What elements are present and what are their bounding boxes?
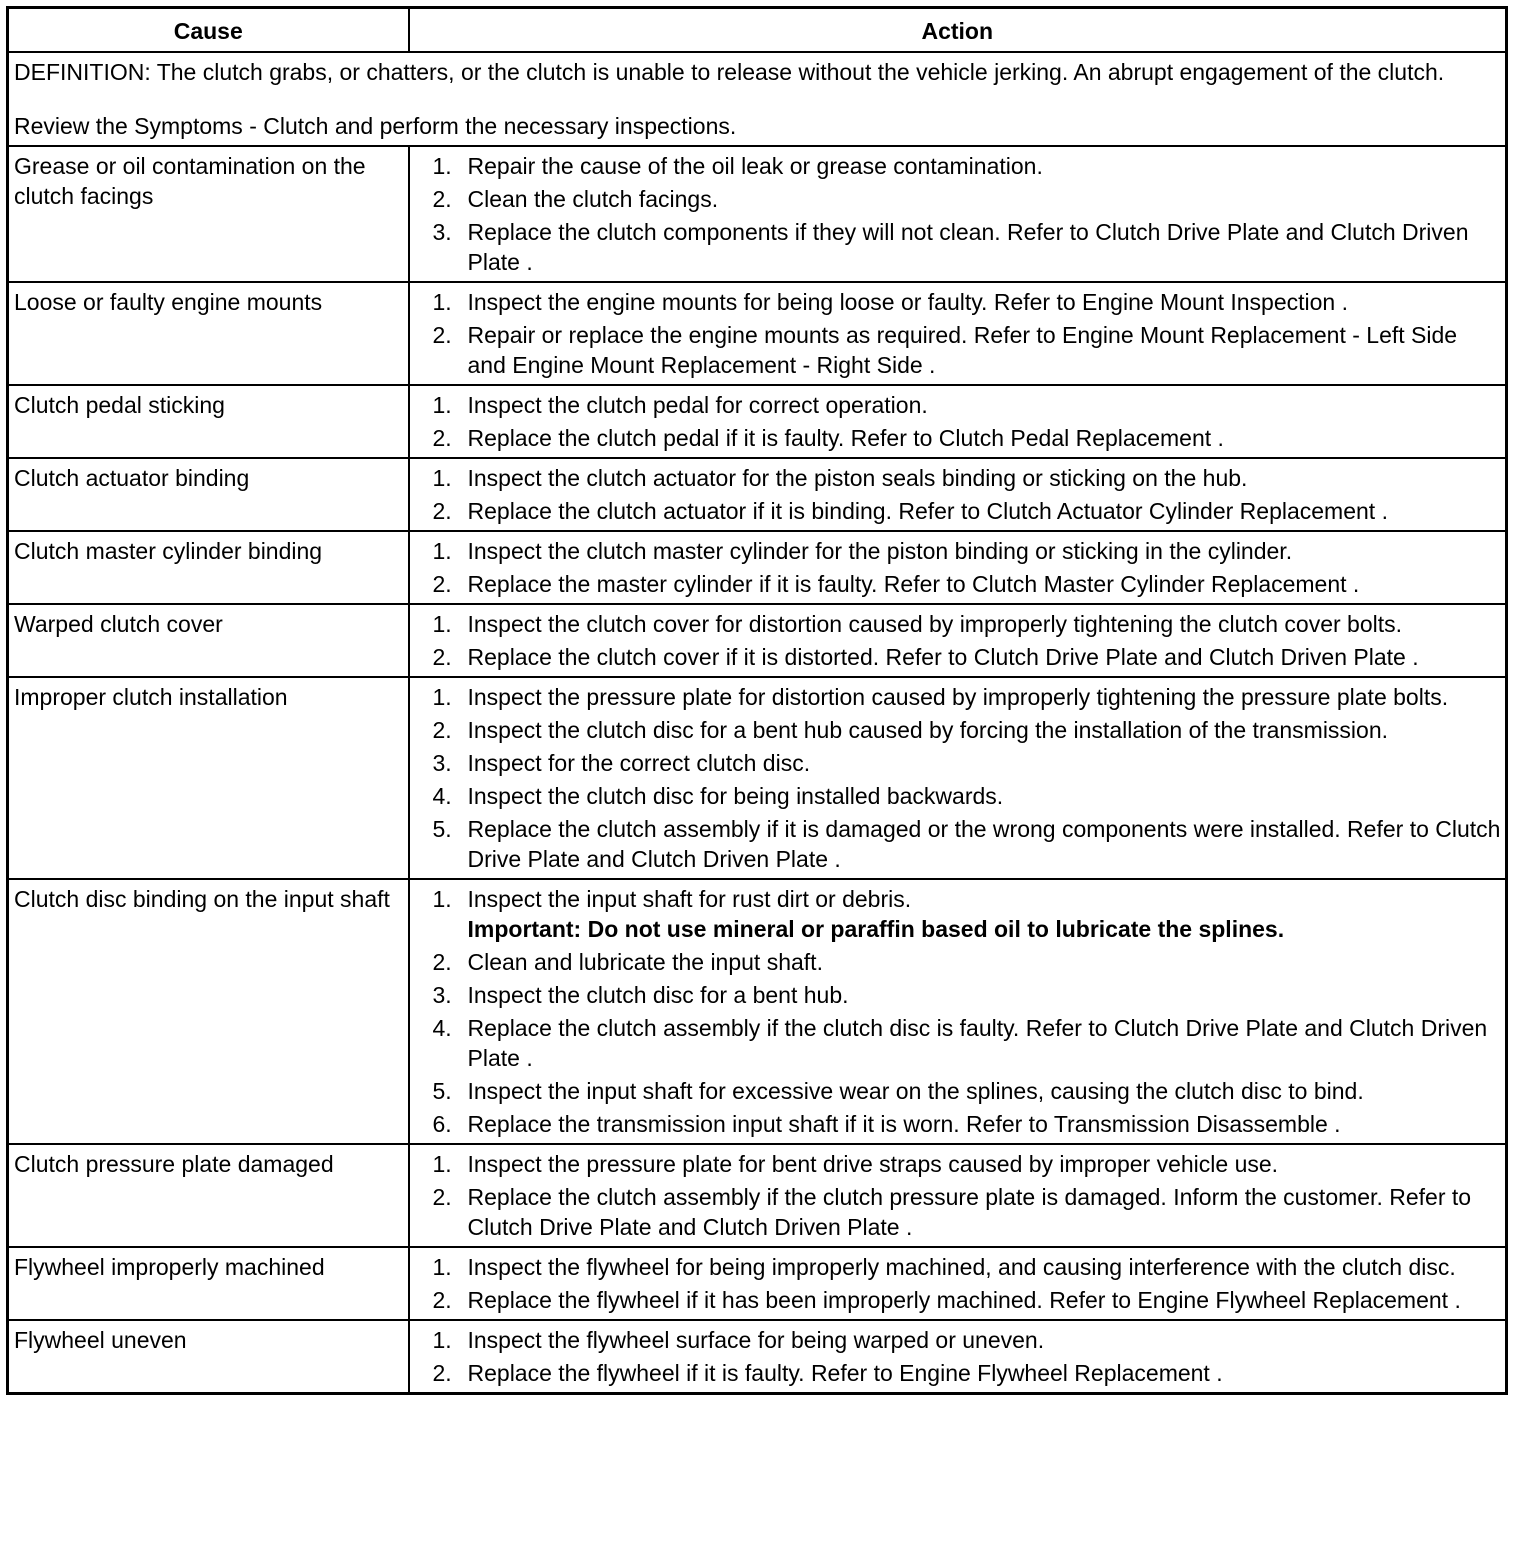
list-item bbox=[415, 715, 1502, 745]
cause-cell: Clutch pressure plate damaged bbox=[8, 1144, 409, 1247]
step-number: 3. bbox=[432, 219, 452, 245]
important-note: Important: Do not use mineral or paraffin based oil to lubricate the splines. bbox=[467, 916, 1285, 942]
action-steps-list bbox=[415, 463, 1502, 526]
cause-cell: Clutch pedal sticking bbox=[8, 385, 409, 458]
step-number: 1. bbox=[432, 465, 452, 491]
step-text: Replace the clutch assembly if the clutch disc is faulty. Refer to Clutch Drive Plate and Clutch Driven Plate . bbox=[467, 1015, 1488, 1071]
table-row bbox=[8, 531, 1507, 604]
list-item bbox=[415, 642, 1502, 672]
table-row bbox=[8, 146, 1507, 282]
step-text: Inspect the input shaft for rust dirt or debris. bbox=[467, 886, 912, 912]
step-text: Replace the clutch assembly if the clutch pressure plate is damaged. Inform the customer. Refer to Clutch Drive Plate and Clutch Driven Plate . bbox=[467, 1184, 1472, 1240]
step-text: Inspect the flywheel surface for being warped or uneven. bbox=[467, 1327, 1045, 1353]
header-row bbox=[8, 8, 1507, 53]
action-cell bbox=[409, 1247, 1507, 1320]
step-number: 2. bbox=[432, 186, 452, 212]
table-row bbox=[8, 677, 1507, 879]
action-cell bbox=[409, 146, 1507, 282]
document-wrapper bbox=[6, 6, 1508, 1395]
step-number: 1. bbox=[432, 153, 452, 179]
step-number: 2. bbox=[432, 949, 452, 975]
list-item bbox=[415, 287, 1502, 317]
step-text: Inspect the clutch disc for a bent hub. bbox=[467, 982, 849, 1008]
step-text: Clean and lubricate the input shaft. bbox=[467, 949, 823, 975]
definition-text: DEFINITION: The clutch grabs, or chatters, or the clutch is unable to release without the vehicle jerking. An abrupt engagement of the clutch. bbox=[14, 59, 1445, 85]
action-cell bbox=[409, 677, 1507, 879]
list-item bbox=[415, 682, 1502, 712]
step-text: Inspect the pressure plate for distortion caused by improperly tightening the pressure plate bolts. bbox=[467, 684, 1449, 710]
step-number: 2. bbox=[432, 571, 452, 597]
action-cell bbox=[409, 1144, 1507, 1247]
step-text: Inspect the clutch master cylinder for the piston binding or sticking in the cylinder. bbox=[467, 538, 1293, 564]
step-number: 6. bbox=[432, 1111, 452, 1137]
action-cell bbox=[409, 282, 1507, 385]
step-text: Repair the cause of the oil leak or grease contamination. bbox=[467, 153, 1043, 179]
action-column-header: Action bbox=[409, 8, 1507, 53]
list-item bbox=[415, 1109, 1502, 1139]
step-text: Replace the clutch components if they will not clean. Refer to Clutch Drive Plate and Clutch Driven Plate . bbox=[467, 219, 1469, 275]
action-steps-list bbox=[415, 682, 1502, 874]
step-text: Replace the clutch pedal if it is faulty. Refer to Clutch Pedal Replacement . bbox=[467, 425, 1224, 451]
list-item bbox=[415, 1285, 1502, 1315]
step-number: 1. bbox=[432, 392, 452, 418]
step-number: 2. bbox=[432, 322, 452, 348]
action-steps-list bbox=[415, 390, 1502, 453]
step-number: 3. bbox=[432, 982, 452, 1008]
list-item bbox=[415, 496, 1502, 526]
cause-cell: Flywheel uneven bbox=[8, 1320, 409, 1394]
action-steps-list bbox=[415, 287, 1502, 380]
step-number: 2. bbox=[432, 1184, 452, 1210]
table-row bbox=[8, 604, 1507, 677]
cause-cell: Loose or faulty engine mounts bbox=[8, 282, 409, 385]
step-text: Replace the clutch actuator if it is binding. Refer to Clutch Actuator Cylinder Replacement . bbox=[467, 498, 1388, 524]
step-number: 2. bbox=[432, 644, 452, 670]
step-number: 2. bbox=[432, 1360, 452, 1386]
list-item bbox=[415, 748, 1502, 778]
step-text: Inspect the clutch actuator for the piston seals binding or sticking on the hub. bbox=[467, 465, 1248, 491]
table-row bbox=[8, 879, 1507, 1144]
cause-column-header: Cause bbox=[8, 8, 409, 53]
table-row bbox=[8, 458, 1507, 531]
cause-cell: Clutch master cylinder binding bbox=[8, 531, 409, 604]
step-text: Replace the master cylinder if it is faulty. Refer to Clutch Master Cylinder Replacement . bbox=[467, 571, 1360, 597]
list-item bbox=[415, 390, 1502, 420]
table-row bbox=[8, 282, 1507, 385]
cause-cell: Improper clutch installation bbox=[8, 677, 409, 879]
step-number: 2. bbox=[432, 498, 452, 524]
step-text: Replace the clutch assembly if it is damaged or the wrong components were installed. Refer to Clutch Drive Plate and Clutch Driven Plate . bbox=[467, 816, 1501, 872]
step-text: Inspect the flywheel for being improperly machined, and causing interference with the clutch disc. bbox=[467, 1254, 1456, 1280]
step-number: 2. bbox=[432, 717, 452, 743]
action-cell bbox=[409, 879, 1507, 1144]
step-number: 1. bbox=[432, 1151, 452, 1177]
cause-cell: Grease or oil contamination on the clutch facings bbox=[8, 146, 409, 282]
step-number: 4. bbox=[432, 1015, 452, 1041]
action-cell bbox=[409, 604, 1507, 677]
list-item bbox=[415, 569, 1502, 599]
step-text: Clean the clutch facings. bbox=[467, 186, 719, 212]
table-row bbox=[8, 385, 1507, 458]
step-text: Replace the clutch cover if it is distorted. Refer to Clutch Drive Plate and Clutch Driven Plate . bbox=[467, 644, 1419, 670]
step-text: Replace the transmission input shaft if it is worn. Refer to Transmission Disassemble . bbox=[467, 1111, 1341, 1137]
list-item bbox=[415, 947, 1502, 977]
step-text: Inspect the input shaft for excessive wear on the splines, causing the clutch disc to bind. bbox=[467, 1078, 1364, 1104]
step-number: 2. bbox=[432, 1287, 452, 1313]
action-steps-list bbox=[415, 1325, 1502, 1388]
list-item bbox=[415, 1182, 1502, 1242]
step-text: Inspect the clutch disc for a bent hub caused by forcing the installation of the transmission. bbox=[467, 717, 1389, 743]
list-item bbox=[415, 217, 1502, 277]
cause-cell: Clutch actuator binding bbox=[8, 458, 409, 531]
step-text: Inspect for the correct clutch disc. bbox=[467, 750, 811, 776]
step-text: Inspect the clutch disc for being installed backwards. bbox=[467, 783, 1004, 809]
step-text: Repair or replace the engine mounts as required. Refer to Engine Mount Replacement - Left Side and Engine Mount Replacement - Right Side . bbox=[467, 322, 1458, 378]
step-text: Inspect the clutch cover for distortion caused by improperly tightening the clutch cover bolts. bbox=[467, 611, 1403, 637]
list-item bbox=[415, 1358, 1502, 1388]
step-number: 3. bbox=[432, 750, 452, 776]
list-item bbox=[415, 184, 1502, 214]
step-text: Inspect the clutch pedal for correct operation. bbox=[467, 392, 928, 418]
definition-row bbox=[8, 52, 1507, 146]
action-cell bbox=[409, 531, 1507, 604]
list-item bbox=[415, 423, 1502, 453]
cause-cell: Warped clutch cover bbox=[8, 604, 409, 677]
list-item bbox=[415, 536, 1502, 566]
review-text: Review the Symptoms - Clutch and perform the necessary inspections. bbox=[14, 113, 737, 139]
list-item bbox=[415, 814, 1502, 874]
list-item bbox=[415, 781, 1502, 811]
step-number: 1. bbox=[432, 1327, 452, 1353]
action-steps-list bbox=[415, 1149, 1502, 1242]
list-item bbox=[415, 1252, 1502, 1282]
list-item bbox=[415, 151, 1502, 181]
table-row bbox=[8, 1144, 1507, 1247]
action-cell bbox=[409, 458, 1507, 531]
action-steps-list bbox=[415, 536, 1502, 599]
list-item bbox=[415, 609, 1502, 639]
step-number: 1. bbox=[432, 289, 452, 315]
step-text: Inspect the engine mounts for being loose or faulty. Refer to Engine Mount Inspection . bbox=[467, 289, 1348, 315]
step-number: 1. bbox=[432, 886, 452, 912]
action-steps-list bbox=[415, 884, 1502, 1139]
table-row bbox=[8, 1247, 1507, 1320]
list-item bbox=[415, 1076, 1502, 1106]
action-cell bbox=[409, 1320, 1507, 1394]
step-number: 1. bbox=[432, 538, 452, 564]
list-item bbox=[415, 1149, 1502, 1179]
list-item bbox=[415, 1013, 1502, 1073]
cause-cell: Clutch disc binding on the input shaft bbox=[8, 879, 409, 1144]
action-steps-list bbox=[415, 151, 1502, 277]
list-item bbox=[415, 980, 1502, 1010]
step-text: Replace the flywheel if it has been improperly machined. Refer to Engine Flywheel Replacement . bbox=[467, 1287, 1461, 1313]
table-row bbox=[8, 1320, 1507, 1394]
step-number: 1. bbox=[432, 1254, 452, 1280]
list-item bbox=[415, 320, 1502, 380]
list-item bbox=[415, 884, 1502, 944]
step-text: Inspect the pressure plate for bent drive straps caused by improper vehicle use. bbox=[467, 1151, 1279, 1177]
step-number: 1. bbox=[432, 611, 452, 637]
cause-cell: Flywheel improperly machined bbox=[8, 1247, 409, 1320]
step-text: Replace the flywheel if it is faulty. Refer to Engine Flywheel Replacement . bbox=[467, 1360, 1223, 1386]
definition-cell bbox=[8, 52, 1507, 146]
step-number: 5. bbox=[432, 816, 452, 842]
step-number: 4. bbox=[432, 783, 452, 809]
list-item bbox=[415, 463, 1502, 493]
step-number: 1. bbox=[432, 684, 452, 710]
action-steps-list bbox=[415, 1252, 1502, 1315]
diagnostic-table bbox=[6, 6, 1508, 1395]
action-cell bbox=[409, 385, 1507, 458]
step-number: 2. bbox=[432, 425, 452, 451]
action-steps-list bbox=[415, 609, 1502, 672]
list-item bbox=[415, 1325, 1502, 1355]
step-number: 5. bbox=[432, 1078, 452, 1104]
